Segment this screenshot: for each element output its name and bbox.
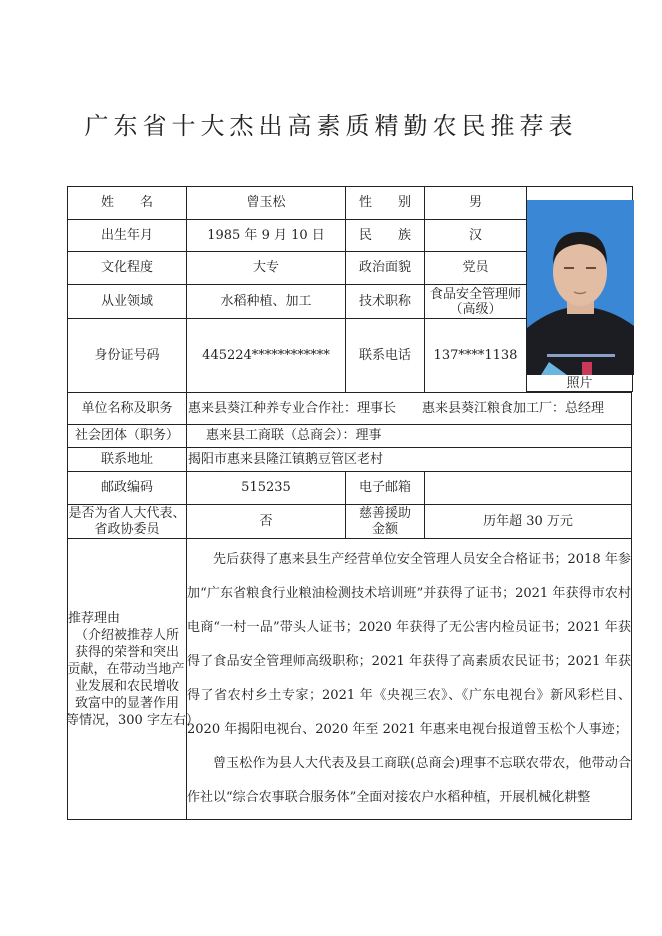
field-value: 水稻种植、加工 bbox=[186, 284, 346, 319]
reason-paragraph-2: 曾玉松作为县人大代表及县工商联(总商会)理事不忘联农带农，他带动合作社以“综合农事联合服务体”全面对接农户水稻种植，开展机械化耕整 bbox=[187, 756, 631, 805]
deputy-value: 否 bbox=[186, 504, 346, 539]
page-title: 广东省十大杰出高素质精勤农民推荐表 bbox=[84, 112, 578, 140]
id-label: 身份证号码 bbox=[67, 318, 187, 393]
charity-label bbox=[345, 504, 425, 539]
title-label: 技术职称 bbox=[345, 284, 425, 319]
social-value: 惠来县工商联（总商会）：理事 bbox=[186, 424, 632, 448]
title-value bbox=[424, 284, 527, 319]
employer-label: 单位名称及职务 bbox=[67, 392, 187, 425]
field-label: 从业领域 bbox=[67, 284, 187, 319]
social-label: 社会团体（职务） bbox=[67, 424, 187, 448]
email-label: 电子邮箱 bbox=[345, 471, 425, 505]
employer-value: 惠来县葵江种养专业合作社：理事长 惠来县葵江粮食加工厂：总经理 bbox=[186, 392, 632, 425]
education-label: 文化程度 bbox=[67, 251, 187, 285]
postal-value: 515235 bbox=[186, 471, 346, 505]
postal-label: 邮政编码 bbox=[67, 471, 187, 505]
charity-label-line1: 慈善援助 bbox=[358, 505, 411, 521]
political-label: 政治面貌 bbox=[345, 251, 425, 285]
gender-value: 男 bbox=[424, 186, 527, 220]
education-value: 大专 bbox=[186, 251, 346, 285]
phone-label: 联系电话 bbox=[345, 318, 425, 393]
reason-label-line6: 致富中的显著作用 bbox=[74, 696, 179, 711]
reason-label-line1: 推荐理由 bbox=[68, 611, 121, 626]
reason-label-line4: 贡献，在带动当地产 bbox=[67, 662, 185, 677]
ethnicity-label: 民 族 bbox=[345, 219, 425, 252]
gender-label: 性 别 bbox=[345, 186, 425, 220]
photo-caption: 照片 bbox=[566, 376, 593, 391]
reason-text bbox=[186, 538, 632, 820]
portrait-photo bbox=[527, 200, 634, 375]
id-value: 445224************ bbox=[186, 318, 346, 393]
title-value-line2: （高级） bbox=[449, 301, 502, 317]
reason-label-line3: 获得的荣誉和突出 bbox=[74, 645, 179, 660]
name-value: 曾玉松 bbox=[186, 186, 346, 220]
political-value: 党员 bbox=[424, 251, 527, 285]
address-label: 联系地址 bbox=[67, 447, 187, 472]
address-value: 揭阳市惠来县隆江镇鹅豆管区老村 bbox=[186, 447, 632, 472]
recommendation-form bbox=[67, 186, 632, 820]
reason-label-line2: （介绍被推荐人所 bbox=[74, 628, 179, 643]
reason-label bbox=[66, 538, 199, 820]
title-value-line1: 食品安全管理师 bbox=[429, 286, 521, 302]
deputy-label-line1: 是否为省人大代表、 bbox=[68, 505, 186, 521]
reason-paragraph-1: 先后获得了惠来县生产经营单位安全管理人员安全合格证书；2018 年参加“广东省粮食行业粮油检测技术培训班”并获得了证书；2021 年获得市农村电商“一村一品”带头人证书；2020 年获得了无公害内检员证书；2021 年获得了食品安全管理师高级职称；2021 年获得了高素质农民证书；2021 年获得了省农村乡土专家；2021 年《央视三农》、《广东电视台》新风彩栏目、2020 年揭阳电视台、2020 年至 2021 年惠来电视台报道曾玉松个人事迹； bbox=[187, 552, 631, 737]
ethnicity-value: 汉 bbox=[424, 219, 527, 252]
phone-value: 137****1138 bbox=[424, 318, 527, 393]
deputy-label-line2: 省政协委员 bbox=[94, 521, 160, 537]
name-label: 姓 名 bbox=[67, 186, 187, 220]
email-value bbox=[424, 471, 632, 505]
charity-value: 历年超 30 万元 bbox=[424, 504, 632, 539]
reason-label-line7: 等情况，300 字左右） bbox=[66, 713, 199, 728]
deputy-label bbox=[67, 504, 187, 539]
charity-label-line2: 金额 bbox=[371, 521, 398, 537]
birth-label: 出生年月 bbox=[67, 219, 187, 252]
birth-value: 1985 年 9 月 10 日 bbox=[186, 219, 346, 252]
portrait-image-icon bbox=[527, 200, 634, 375]
reason-label-line5: 业发展和农民增收 bbox=[74, 679, 179, 694]
